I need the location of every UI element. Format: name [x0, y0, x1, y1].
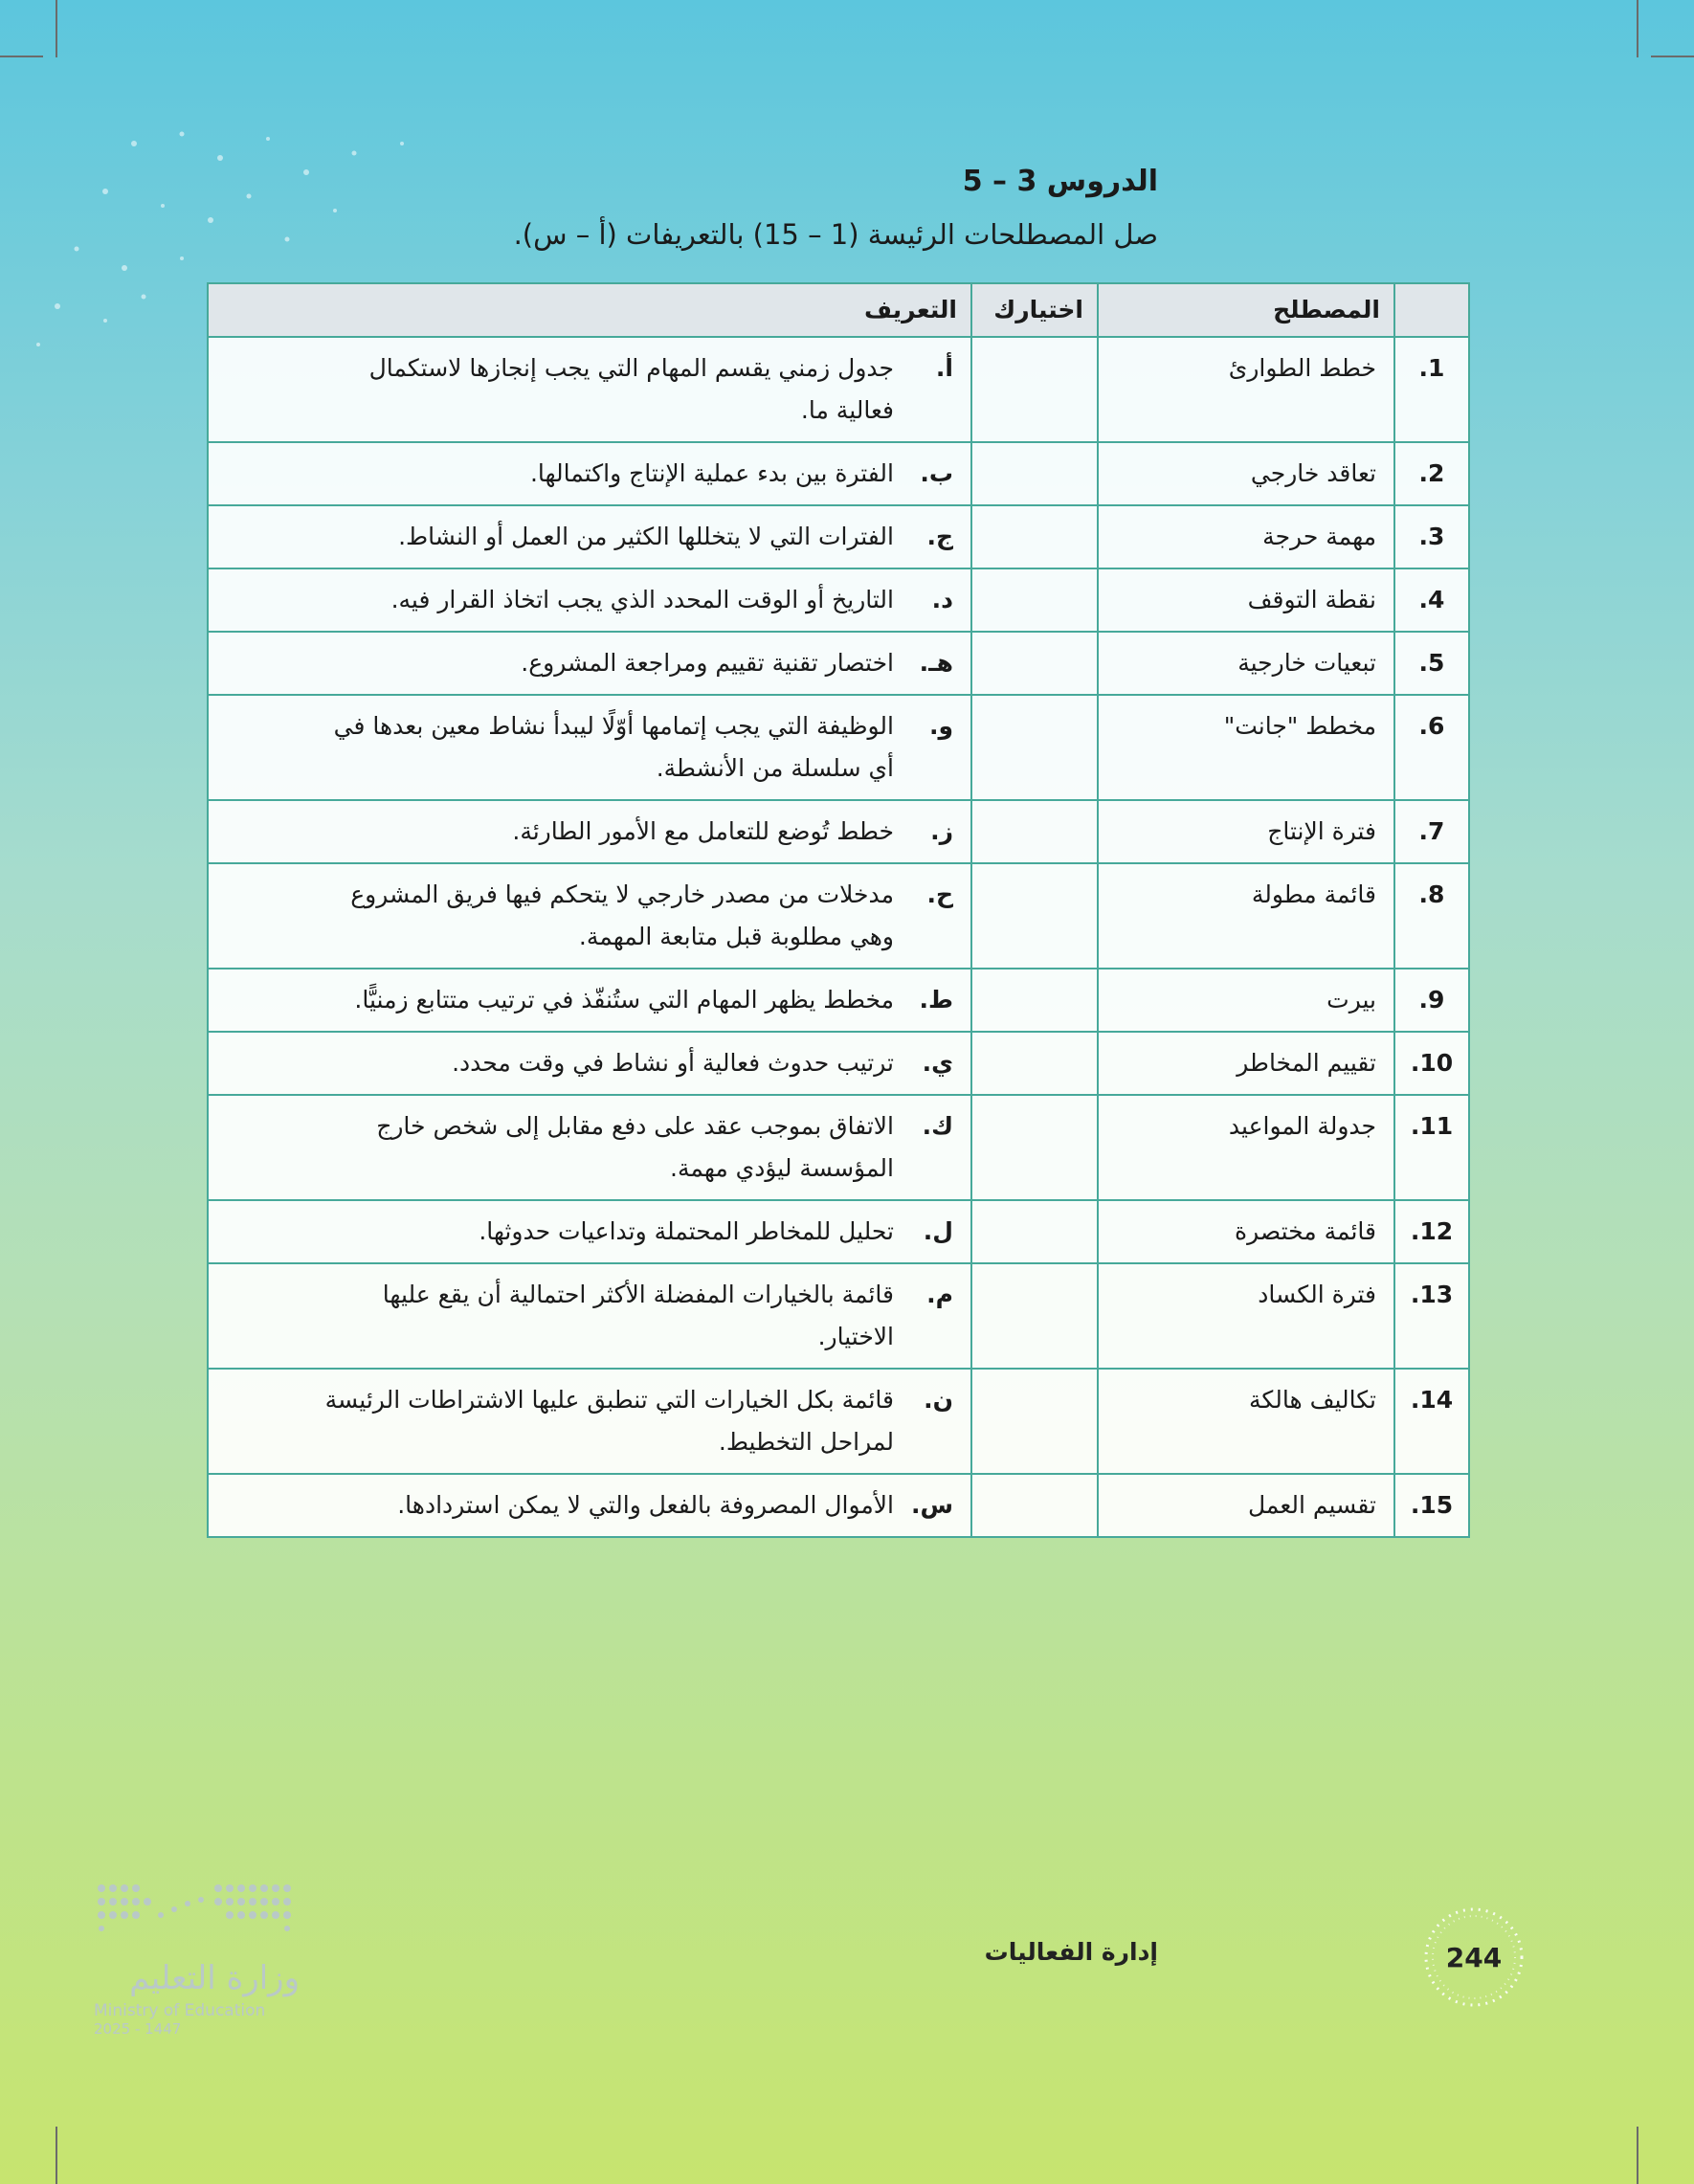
choice-cell[interactable] [971, 1200, 1098, 1263]
row-number: 14. [1394, 1369, 1469, 1474]
definition-cell [208, 337, 971, 442]
term-cell: مهمة حرجة [1098, 505, 1394, 568]
row-number: 13. [1394, 1263, 1469, 1369]
choice-cell[interactable] [971, 1095, 1098, 1200]
table-header-row [208, 283, 1469, 337]
definition-text: مخطط يظهر المهام التي ستُنفّذ في ترتيب متتابع زمنيًّا. [354, 986, 894, 1014]
ministry-logo [94, 1881, 314, 2038]
term-cell: فترة الإنتاج [1098, 800, 1394, 863]
definition-cell [208, 1474, 971, 1537]
crop-mark [1637, 0, 1638, 57]
definition-letter: ط. [919, 986, 953, 1014]
definition-text: اختصار تقنية تقييم ومراجعة المشروع. [521, 649, 894, 677]
choice-cell[interactable] [971, 505, 1098, 568]
table-row [208, 1474, 1469, 1537]
definition-letter: ح. [926, 880, 953, 908]
choice-cell[interactable] [971, 1032, 1098, 1095]
term-cell: تقييم المخاطر [1098, 1032, 1394, 1095]
definition-text: الأموال المصروفة بالفعل والتي لا يمكن استردادها. [397, 1491, 894, 1519]
term-cell: تبعيات خارجية [1098, 632, 1394, 695]
definition-text: الفترات التي لا يتخللها الكثير من العمل أو النشاط. [398, 523, 894, 550]
header-choice: اختيارك [971, 283, 1098, 337]
term-cell: تكاليف هالكة [1098, 1369, 1394, 1474]
choice-cell[interactable] [971, 800, 1098, 863]
definition-letter: و. [928, 712, 953, 740]
definition-cell [208, 969, 971, 1032]
row-number: 6. [1394, 695, 1469, 800]
page-number: 244 [1445, 1941, 1503, 1973]
definition-text: ترتيب حدوث فعالية أو نشاط في وقت محدد. [452, 1049, 894, 1077]
definition-letter: ل. [923, 1217, 953, 1245]
definition-text: خطط تُوضع للتعامل مع الأمور الطارئة. [512, 817, 894, 845]
term-cell: فترة الكساد [1098, 1263, 1394, 1369]
choice-cell[interactable] [971, 1263, 1098, 1369]
row-number: 2. [1394, 442, 1469, 505]
choice-cell[interactable] [971, 695, 1098, 800]
definition-letter: د. [931, 586, 953, 613]
definition-text: التاريخ أو الوقت المحدد الذي يجب اتخاذ القرار فيه. [390, 586, 894, 613]
term-cell: بيرت [1098, 969, 1394, 1032]
choice-cell[interactable] [971, 1369, 1098, 1474]
row-number: 9. [1394, 969, 1469, 1032]
table-row [208, 695, 1469, 800]
crop-mark [1637, 2127, 1638, 2184]
crop-mark [56, 0, 57, 57]
row-number: 12. [1394, 1200, 1469, 1263]
definition-text: قائمة بالخيارات المفضلة الأكثر احتمالية أن يقع عليها الاختيار. [382, 1281, 894, 1350]
definition-letter: ز. [930, 817, 953, 845]
definition-cell [208, 800, 971, 863]
choice-cell[interactable] [971, 863, 1098, 969]
table-row [208, 1032, 1469, 1095]
definition-text: تحليل للمخاطر المحتملة وتداعيات حدوثها. [479, 1217, 894, 1245]
table-row [208, 969, 1469, 1032]
definition-cell [208, 863, 971, 969]
choice-cell[interactable] [971, 969, 1098, 1032]
crop-mark [0, 56, 43, 57]
table-row [208, 1200, 1469, 1263]
definition-text: جدول زمني يقسم المهام التي يجب إنجازها لاستكمال فعالية ما. [368, 354, 894, 424]
choice-cell[interactable] [971, 568, 1098, 632]
table-row [208, 863, 1469, 969]
term-cell: قائمة مطولة [1098, 863, 1394, 969]
definition-text: قائمة بكل الخيارات التي تنطبق عليها الاشتراطات الرئيسة لمراحل التخطيط. [324, 1386, 894, 1456]
table-row [208, 1369, 1469, 1474]
row-number: 8. [1394, 863, 1469, 969]
definition-cell [208, 632, 971, 695]
choice-cell[interactable] [971, 632, 1098, 695]
logo-arabic-text: وزارة التعليم [129, 1959, 300, 1997]
definition-letter: ب. [920, 459, 953, 487]
definition-letter: ك. [922, 1112, 953, 1140]
table-row [208, 505, 1469, 568]
term-cell: جدولة المواعيد [1098, 1095, 1394, 1200]
logo-dots-icon [94, 1881, 300, 1938]
logo-year-text: 2025 - 1447 [94, 2020, 182, 2038]
row-number: 11. [1394, 1095, 1469, 1200]
choice-cell[interactable] [971, 1474, 1098, 1537]
definition-text: الاتفاق بموجب عقد على دفع مقابل إلى شخص خارج المؤسسة ليؤدي مهمة. [376, 1112, 894, 1182]
terms-table [207, 282, 1470, 1538]
choice-cell[interactable] [971, 442, 1098, 505]
definition-cell [208, 1095, 971, 1200]
term-cell: خطط الطوارئ [1098, 337, 1394, 442]
row-number: 1. [1394, 337, 1469, 442]
row-number: 4. [1394, 568, 1469, 632]
book-title: إدارة الفعاليات [984, 1938, 1158, 1966]
term-cell: تعاقد خارجي [1098, 442, 1394, 505]
choice-cell[interactable] [971, 337, 1098, 442]
row-number: 7. [1394, 800, 1469, 863]
definition-letter: هـ. [919, 649, 953, 677]
term-cell: قائمة مختصرة [1098, 1200, 1394, 1263]
header-term: المصطلح [1098, 283, 1394, 337]
definition-cell [208, 1263, 971, 1369]
term-cell: نقطة التوقف [1098, 568, 1394, 632]
definition-cell [208, 568, 971, 632]
definition-text: مدخلات من مصدر خارجي لا يتحكم فيها فريق المشروع وهي مطلوبة قبل متابعة المهمة. [350, 880, 894, 950]
row-number: 3. [1394, 505, 1469, 568]
header-definition: التعريف [208, 283, 971, 337]
term-cell: تقسيم العمل [1098, 1474, 1394, 1537]
page-number-badge [1416, 1905, 1531, 2010]
definition-cell [208, 1032, 971, 1095]
definition-letter: ن. [924, 1386, 953, 1414]
table-row [208, 1263, 1469, 1369]
crop-mark [1651, 56, 1694, 57]
term-cell: مخطط "جانت" [1098, 695, 1394, 800]
row-number: 10. [1394, 1032, 1469, 1095]
definition-letter: س. [911, 1491, 953, 1519]
crop-mark [56, 2127, 57, 2184]
definition-letter: ج. [926, 523, 953, 550]
definition-cell [208, 1200, 971, 1263]
definition-letter: ي. [922, 1049, 953, 1077]
table-row [208, 800, 1469, 863]
table-row [208, 337, 1469, 442]
definition-cell [208, 1369, 971, 1474]
logo-english-text: Ministry of Education [94, 2001, 266, 2020]
definition-text: الوظيفة التي يجب إتمامها أوّلًا ليبدأ نشاط معين بعدها في أي سلسلة من الأنشطة. [333, 712, 894, 782]
definition-cell [208, 442, 971, 505]
instruction-text: صل المصطلحات الرئيسة (1 – 15) بالتعريفات (أ – س). [513, 218, 1158, 251]
definition-cell [208, 505, 971, 568]
definition-letter: أ. [935, 354, 953, 382]
table-row [208, 632, 1469, 695]
definition-text: الفترة بين بدء عملية الإنتاج واكتمالها. [529, 459, 894, 487]
table-row [208, 442, 1469, 505]
row-number: 5. [1394, 632, 1469, 695]
row-number: 15. [1394, 1474, 1469, 1537]
definition-letter: م. [926, 1281, 953, 1308]
table-row [208, 568, 1469, 632]
header-number [1394, 283, 1469, 337]
lessons-heading: الدروس 3 – 5 [962, 165, 1158, 198]
table-row [208, 1095, 1469, 1200]
definition-cell [208, 695, 971, 800]
